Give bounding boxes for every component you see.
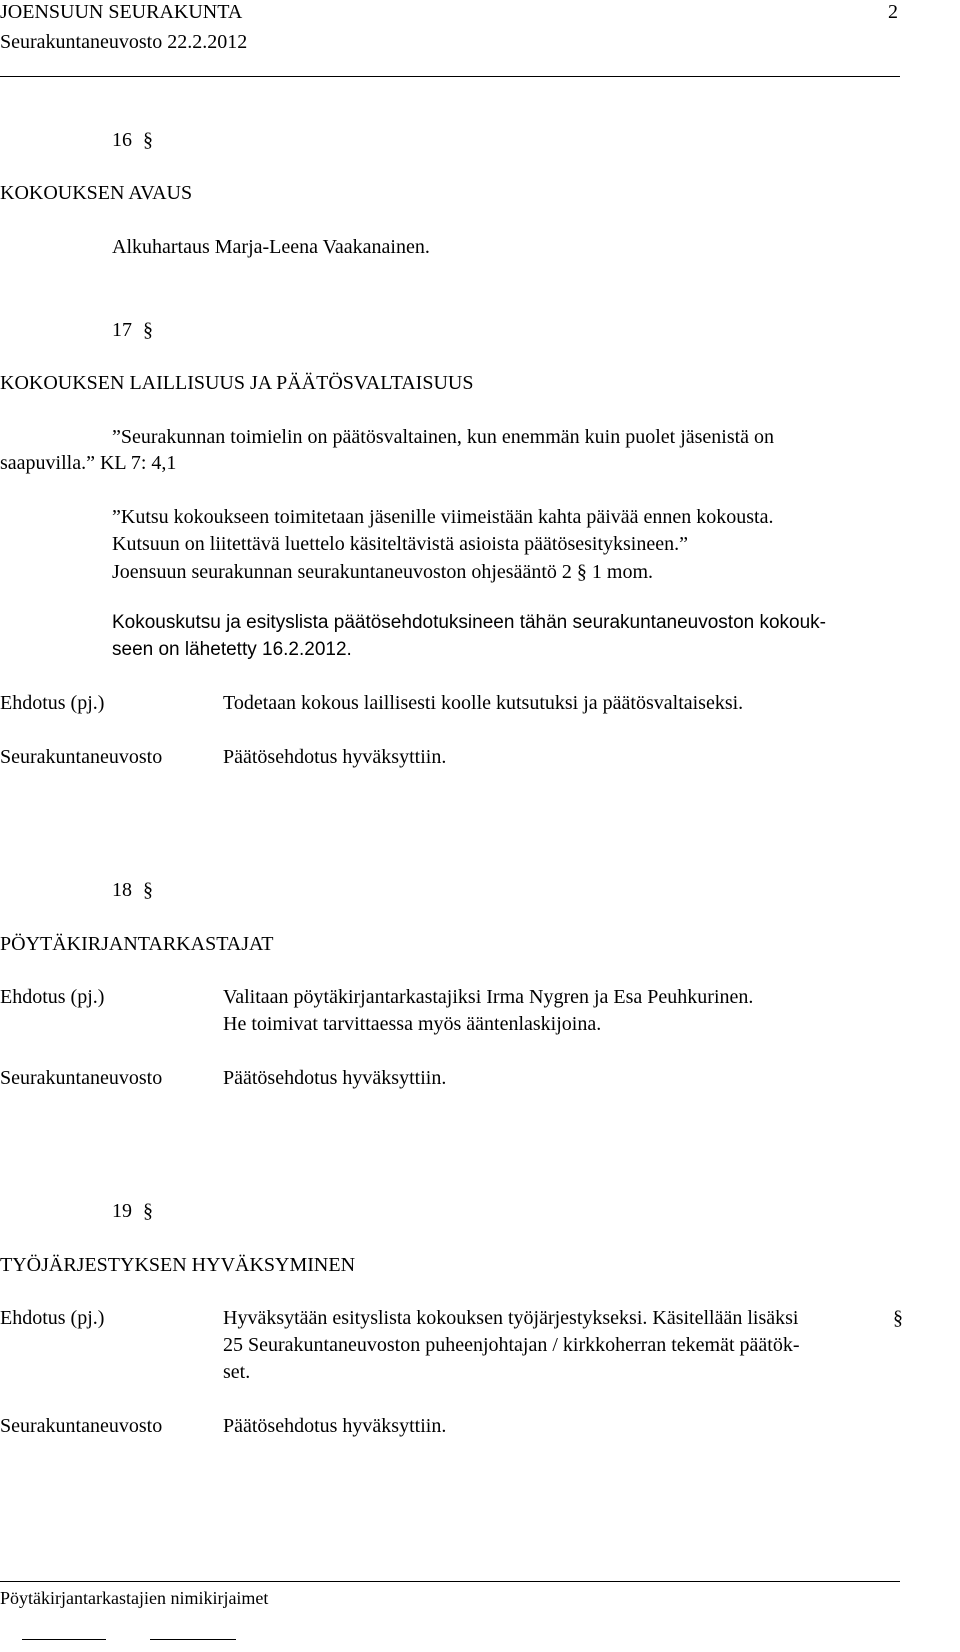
section-symbol: § [143, 1200, 153, 1222]
header-rule [0, 76, 900, 77]
header-meeting: Seurakuntaneuvosto 22.2.2012 [0, 31, 248, 53]
quote-2-line-2: Kutsuun on liitettävä luettelo käsiteltävistä asioista päätösesityksineen.” [112, 533, 688, 555]
proposal-text: Todetaan kokous laillisesti koolle kutsutuksi ja päätösvaltaiseksi. [223, 692, 744, 714]
section-symbol: § [893, 1307, 903, 1329]
initials-line-2[interactable] [150, 1639, 236, 1640]
section-19-heading [112, 1199, 153, 1223]
section-16-text: Alkuhartaus Marja-Leena Vaakanainen. [112, 236, 430, 258]
proposal-label: Ehdotus (pj.) [0, 692, 105, 714]
section-16-number: 16 [112, 129, 132, 151]
decision-label: Seurakuntaneuvosto [0, 1415, 163, 1437]
footer-rule [0, 1581, 900, 1582]
proposal-text-line-2: 25 Seurakuntaneuvoston puheenjohtajan / kirkkoherran tekemät päätök- [223, 1334, 800, 1356]
section-symbol: § [143, 879, 153, 901]
section-symbol: § [143, 129, 153, 151]
section-16-title: KOKOUKSEN AVAUS [0, 182, 193, 204]
page-number: 2 [888, 1, 898, 23]
initials-line-1[interactable] [22, 1639, 106, 1640]
quote-2-line-1: ”Kutsu kokoukseen toimitetaan jäsenille viimeistään kahta päivää ennen kokousta. [112, 506, 774, 528]
decision-text: Päätösehdotus hyväksyttiin. [223, 1067, 447, 1089]
section-16-heading [112, 128, 153, 152]
section-17-heading [112, 318, 153, 342]
proposal-label: Ehdotus (pj.) [0, 1307, 105, 1329]
section-18-title: PÖYTÄKIRJANTARKASTAJAT [0, 933, 274, 955]
proposal-text-line-3: set. [223, 1361, 251, 1383]
quote-2-line-3: Joensuun seurakunnan seurakuntaneuvoston ohjesääntö 2 § 1 mom. [112, 561, 654, 583]
paragraph-3-line-1: Kokouskutsu ja esityslista päätösehdotuksineen tähän seurakuntaneuvoston kokouk- [112, 612, 827, 633]
paragraph-3-line-2: seen on lähetetty 16.2.2012. [112, 639, 352, 660]
section-18-heading [112, 878, 153, 902]
proposal-text-line-1: Valitaan pöytäkirjantarkastajiksi Irma Nygren ja Esa Peuhkurinen. [223, 986, 754, 1008]
proposal-label: Ehdotus (pj.) [0, 986, 105, 1008]
quote-1-line-1: ”Seurakunnan toimielin on päätösvaltainen, kun enemmän kuin puolet jäsenistä on [112, 426, 775, 448]
header-org: JOENSUUN SEURAKUNTA [0, 1, 243, 23]
quote-1-line-2: saapuvilla.” KL 7: 4,1 [0, 452, 177, 474]
section-18-number: 18 [112, 879, 132, 901]
decision-text: Päätösehdotus hyväksyttiin. [223, 746, 447, 768]
decision-label: Seurakuntaneuvosto [0, 746, 163, 768]
section-17-number: 17 [112, 319, 132, 341]
proposal-text-line-2: He toimivat tarvittaessa myös ääntenlaskijoina. [223, 1013, 602, 1035]
decision-text: Päätösehdotus hyväksyttiin. [223, 1415, 447, 1437]
section-19-number: 19 [112, 1200, 132, 1222]
section-symbol: § [143, 319, 153, 341]
section-17-title: KOKOUKSEN LAILLISUUS JA PÄÄTÖSVALTAISUUS [0, 372, 474, 394]
proposal-text-line-1: Hyväksytään esityslista kokouksen työjärjestykseksi. Käsitellään lisäksi [223, 1307, 799, 1329]
section-19-title: TYÖJÄRJESTYKSEN HYVÄKSYMINEN [0, 1254, 356, 1276]
decision-label: Seurakuntaneuvosto [0, 1067, 163, 1089]
footer-label: Pöytäkirjantarkastajien nimikirjaimet [0, 1588, 269, 1608]
